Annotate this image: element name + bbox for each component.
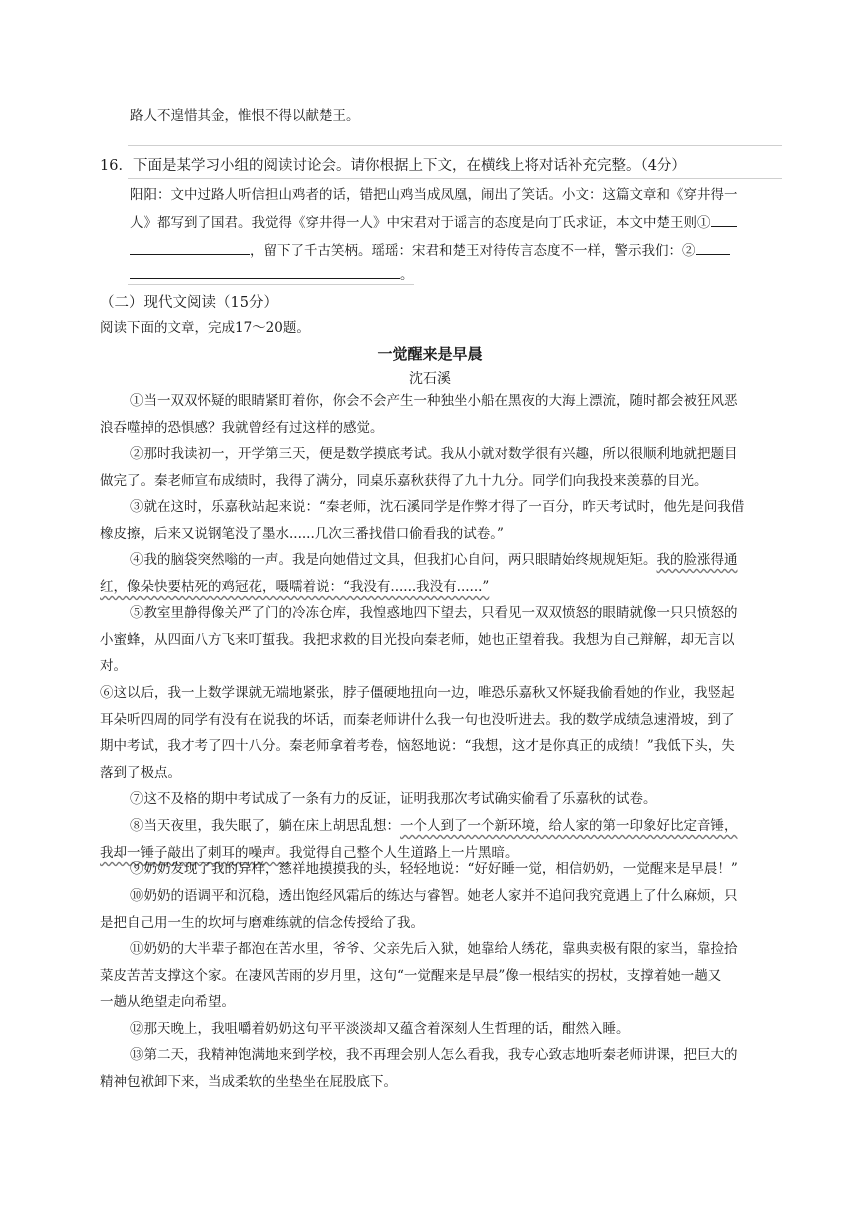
paragraph-13-line-1: ⑬第二天，我精神饱满地来到学校，我不再理会别人怎么看我，我专心致志地听秦老师讲课，把巨大的 bbox=[130, 1047, 738, 1063]
paragraph-3-line-2: 橡皮擦，后来又说钢笔没了墨水......几次三番找借口偷看我的试卷。” bbox=[100, 526, 504, 542]
section-heading: （二）现代文阅读（15分） bbox=[100, 295, 278, 311]
paragraph-4-line-1 bbox=[130, 547, 784, 574]
paragraph-3-line-1: ③就在这时，乐嘉秋站起来说：“秦老师，沈石溪同学是作弊才得了一百分，昨天考试时，他先是问我借 bbox=[130, 499, 745, 515]
q16-line-3-text: ，留下了千古笑柄。瑶瑶：宋君和楚王对待传言态度不一样，警示我们：② bbox=[250, 243, 696, 259]
paragraph-8-text-1: ⑧当天夜里，我失眠了，躺在床上胡思乱想： bbox=[130, 818, 400, 834]
paragraph-9-line-1: ⑨奶奶发现了我的异样，慈祥地摸摸我的头，轻轻地说：“好好睡一觉，相信奶奶，一觉醒来是早晨！” bbox=[130, 861, 738, 877]
paragraph-11-line-2: 菜皮苦苦支撑这个家。在凄风苦雨的岁月里，这句“一觉醒来是早晨”像一根结实的拐杖，支撑着她一趟又 bbox=[100, 968, 722, 984]
paragraph-12-line-1: ⑫那天晚上，我咀嚼着奶奶这句平平淡淡却又蕴含着深刻人生哲理的话，酣然入睡。 bbox=[130, 1021, 630, 1037]
q16-line-4-end: 。 bbox=[400, 267, 414, 283]
paragraph-11-line-3: 一趟从绝望走向希望。 bbox=[100, 994, 235, 1010]
paragraph-10-line-2: 是把自己用一生的坎坷与磨难练就的信念传授给了我。 bbox=[100, 915, 424, 931]
article-title: 一觉醒来是早晨 bbox=[377, 345, 483, 363]
q15-tail-text: 路人不遑惜其金，惟恨不得以献楚王。 bbox=[130, 108, 360, 124]
paragraph-6-line-2: 耳朵听四周的同学有没有在说我的坏话，而秦老师讲什么我一句也没听进去。我的数学成绩急速滑坡，到了 bbox=[100, 712, 735, 728]
q16-question: 16．下面是某学习小组的阅读讨论会。请你根据上下文，在横线上将对话补充完整。（4分） bbox=[100, 158, 686, 174]
q16-blank-1a[interactable] bbox=[711, 211, 737, 227]
paragraph-5-line-3: 对。 bbox=[100, 658, 127, 674]
paragraph-11-line-1: ⑪奶奶的大半辈子都泡在苦水里，爷爷、父亲先后入狱，她靠给人绣花，靠典卖极有限的家当，靠捡拾 bbox=[130, 941, 738, 957]
paragraph-13-line-2: 精神包袱卸下来，当成柔软的坐垫坐在屁股底下。 bbox=[100, 1074, 397, 1090]
paragraph-6-line-4: 落到了极点。 bbox=[100, 765, 181, 781]
q16-line-3 bbox=[130, 239, 730, 259]
paragraph-4-line-2 bbox=[100, 574, 784, 601]
paragraph-8-underlined-1: 一个人到了一个新环境，给人家的第一印象好比定音锤， bbox=[400, 818, 738, 834]
paragraph-6-line-1: ⑥这以后，我一上数学课就无端地紧张，脖子僵硬地扭向一边，唯恐乐嘉秋又怀疑我偷看她的作业，我竖起 bbox=[100, 685, 735, 701]
q16-line-2 bbox=[130, 211, 737, 231]
paragraph-8-text-2: 我觉得自己整个人生道路上一片黑暗。 bbox=[289, 845, 519, 861]
q16-blank-1b[interactable] bbox=[130, 239, 250, 255]
paragraph-8-line-1 bbox=[130, 813, 784, 840]
paragraph-2-line-1: ②那时我读初一，开学第三天，便是数学摸底考试。我从小就对数学很有兴趣，所以很顺利地就把题目 bbox=[130, 446, 738, 462]
q16-line-1: 阳阳：文中过路人听信担山鸡者的话，错把山鸡当成凤凰，闹出了笑话。小文：这篇文章和《穿井得一 bbox=[130, 187, 738, 203]
divider-q16-end bbox=[128, 284, 414, 285]
paragraph-6-line-3: 期中考试，我才考了四十八分。秦老师拿着考卷，恼怒地说：“我想，这才是你真正的成绩！”我低下头，失 bbox=[100, 738, 735, 754]
paragraph-8-underlined-2: 我却一锤子敲出了刺耳的噪声。 bbox=[100, 845, 289, 861]
paragraph-2-line-2: 做完了。秦老师宣布成绩时，我得了满分，同桌乐嘉秋获得了九十九分。同学们向我投来羡慕的目光。 bbox=[100, 473, 708, 489]
q16-line-4 bbox=[130, 263, 414, 283]
paragraph-4-underlined-1: 我的脸涨得通 bbox=[656, 552, 738, 568]
q16-blank-2b[interactable] bbox=[130, 263, 400, 279]
q16-line-2-text: 人》都写到了国君。我觉得《穿井得一人》中宋君对于谣言的态度是向丁氏求证，本文中楚王则① bbox=[130, 215, 711, 231]
article-author: 沈石溪 bbox=[409, 371, 451, 387]
paragraph-5-line-2: 小蜜蜂，从四面八方飞来叮蜇我。我把求救的目光投向秦老师，她也正望着我。我想为自己辩解，却无言以 bbox=[100, 632, 735, 648]
paragraph-10-line-1: ⑩奶奶的语调平和沉稳，透出饱经风霜后的练达与睿智。她老人家并不追问我究竟遇上了什么麻烦，只 bbox=[130, 888, 738, 904]
paragraph-1-line-1: ①当一双双怀疑的眼睛紧盯着你，你会不会产生一种独坐小船在黑夜的大海上漂流，随时都会被狂风恶 bbox=[130, 393, 738, 409]
q16-blank-2a[interactable] bbox=[696, 239, 730, 255]
paragraph-4-text: ④我的脑袋突然嗡的一声。我是向她借过文具，但我扪心自问，两只眼睛始终规规矩矩。 bbox=[130, 552, 657, 568]
paragraph-4-underlined-2: 红，像朵快要枯死的鸡冠花，嗫嚅着说：“我没有......我没有......” bbox=[100, 579, 490, 595]
section-instruction: 阅读下面的文章，完成17～20题。 bbox=[100, 320, 310, 336]
divider-top bbox=[128, 145, 782, 146]
paragraph-7-line-1: ⑦这不及格的期中考试成了一条有力的反证，证明我那次考试确实偷看了乐嘉秋的试卷。 bbox=[130, 791, 657, 807]
paragraph-5-line-1: ⑤教室里静得像关严了门的冷冻仓库，我惶惑地四下望去，只看见一双双愤怒的眼睛就像一只只愤怒的 bbox=[130, 605, 738, 621]
divider-q16 bbox=[128, 178, 782, 179]
paragraph-1-line-2: 浪吞噬掉的恐惧感？我就曾经有过这样的感觉。 bbox=[100, 420, 384, 436]
